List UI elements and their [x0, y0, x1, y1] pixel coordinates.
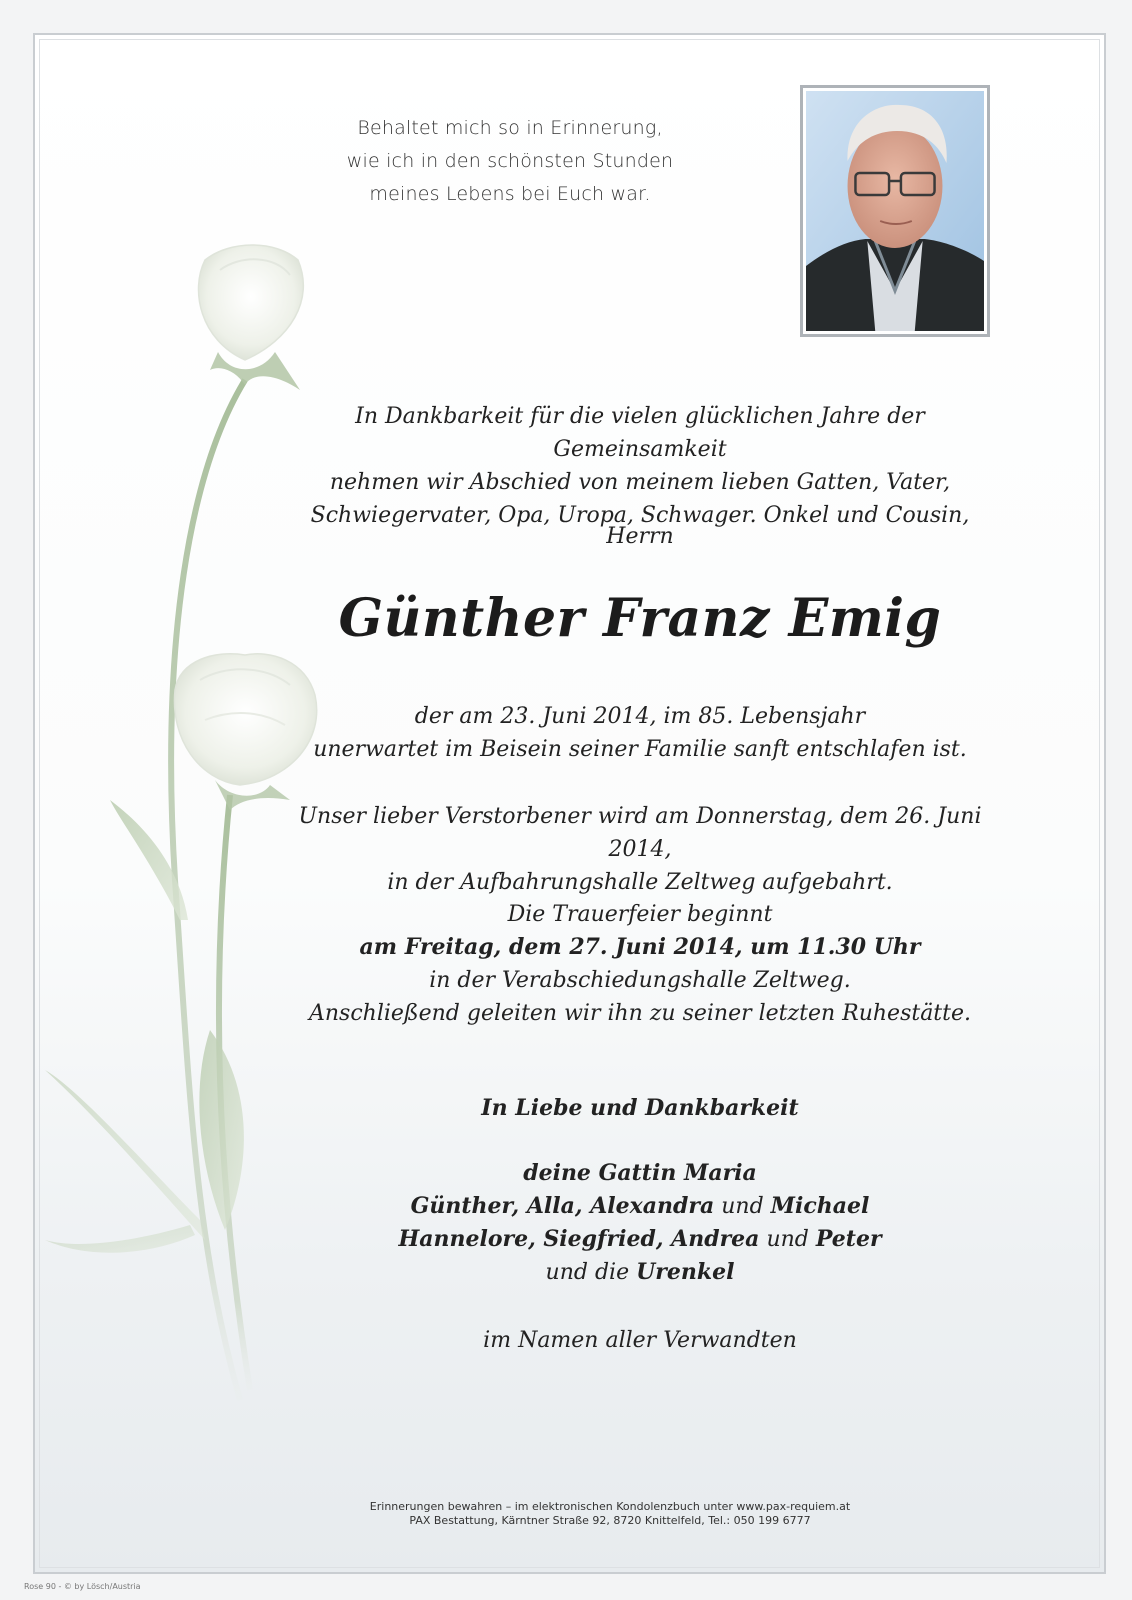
intro-paragraph [280, 400, 1000, 532]
ceremony-location: in der Verabschiedungshalle Zeltweg. [429, 968, 851, 993]
family-row [280, 1256, 1000, 1289]
ceremony-burial: Anschließend geleiten wir ihn zu seiner letzten Ruhestätte. [308, 1001, 972, 1026]
death-line: unerwartet im Beisein seiner Familie sanft entschlafen ist. [313, 737, 967, 762]
rose-bud-top [198, 245, 303, 390]
footer [300, 1500, 920, 1528]
leaf-middle [199, 1030, 244, 1230]
family-names: Peter [815, 1226, 882, 1252]
closing-line: im Namen aller Verwandten [483, 1328, 797, 1353]
family-list [280, 1157, 1000, 1289]
motto-line: wie ich in den schönsten Stunden [346, 150, 674, 172]
thanks-heading: In Liebe und Dankbarkeit [481, 1095, 799, 1121]
intro-line: Schwiegervater, Opa, Uropa, Schwager. Onkel und Cousin, [310, 503, 970, 528]
portrait-photo [800, 85, 990, 337]
family-und: und die [545, 1260, 630, 1285]
family-row [280, 1190, 1000, 1223]
ceremony-datetime: am Freitag, dem 27. Juni 2014, um 11.30 Uhr [359, 934, 921, 960]
footer-line: PAX Bestattung, Kärntner Straße 92, 8720 Knittelfeld, Tel.: 050 199 6777 [409, 1514, 811, 1527]
family-names: Hannelore, Siegfried, Andrea [398, 1226, 760, 1252]
deceased-name: Günther Franz Emig [338, 588, 942, 649]
intro-line: In Dankbarkeit für die vielen glücklichen Jahre der Gemeinsamkeit [355, 404, 925, 462]
motto-line: meines Lebens bei Euch war. [369, 183, 651, 205]
lying-in-state-paragraph [280, 800, 1000, 899]
image-credit: Rose 90 - © by Lösch/Austria [24, 1582, 141, 1591]
family-wife: deine Gattin Maria [523, 1160, 757, 1186]
family-names: Michael [770, 1193, 870, 1219]
portrait-image [806, 91, 984, 331]
footer-line: Erinnerungen bewahren – im elektronischen Kondolenzbuch unter www.pax-requiem.at [369, 1500, 851, 1513]
family-names: Urenkel [636, 1259, 735, 1285]
lying-line: in der Aufbahrungshalle Zeltweg aufgebahrt. [387, 870, 893, 895]
motto-verse [300, 112, 720, 211]
family-und: und [766, 1227, 809, 1252]
motto-line: Behaltet mich so in Erinnerung, [357, 117, 663, 139]
death-line: der am 23. Juni 2014, im 85. Lebensjahr [414, 704, 866, 729]
family-row [280, 1223, 1000, 1256]
ceremony-paragraph [280, 898, 1000, 1030]
family-und: und [721, 1194, 764, 1219]
intro-line: nehmen wir Abschied von meinem lieben Gatten, Vater, [329, 470, 951, 495]
salutation: Herrn [606, 524, 674, 549]
death-paragraph [280, 700, 1000, 766]
family-names: Günther, Alla, Alexandra [410, 1193, 715, 1219]
leaf-low-left [45, 1070, 205, 1240]
leaf-bottom [45, 1225, 195, 1253]
lying-line: Unser lieber Verstorbener wird am Donnerstag, dem 26. Juni 2014, [298, 804, 982, 862]
ceremony-intro: Die Trauerfeier beginnt [507, 902, 773, 927]
